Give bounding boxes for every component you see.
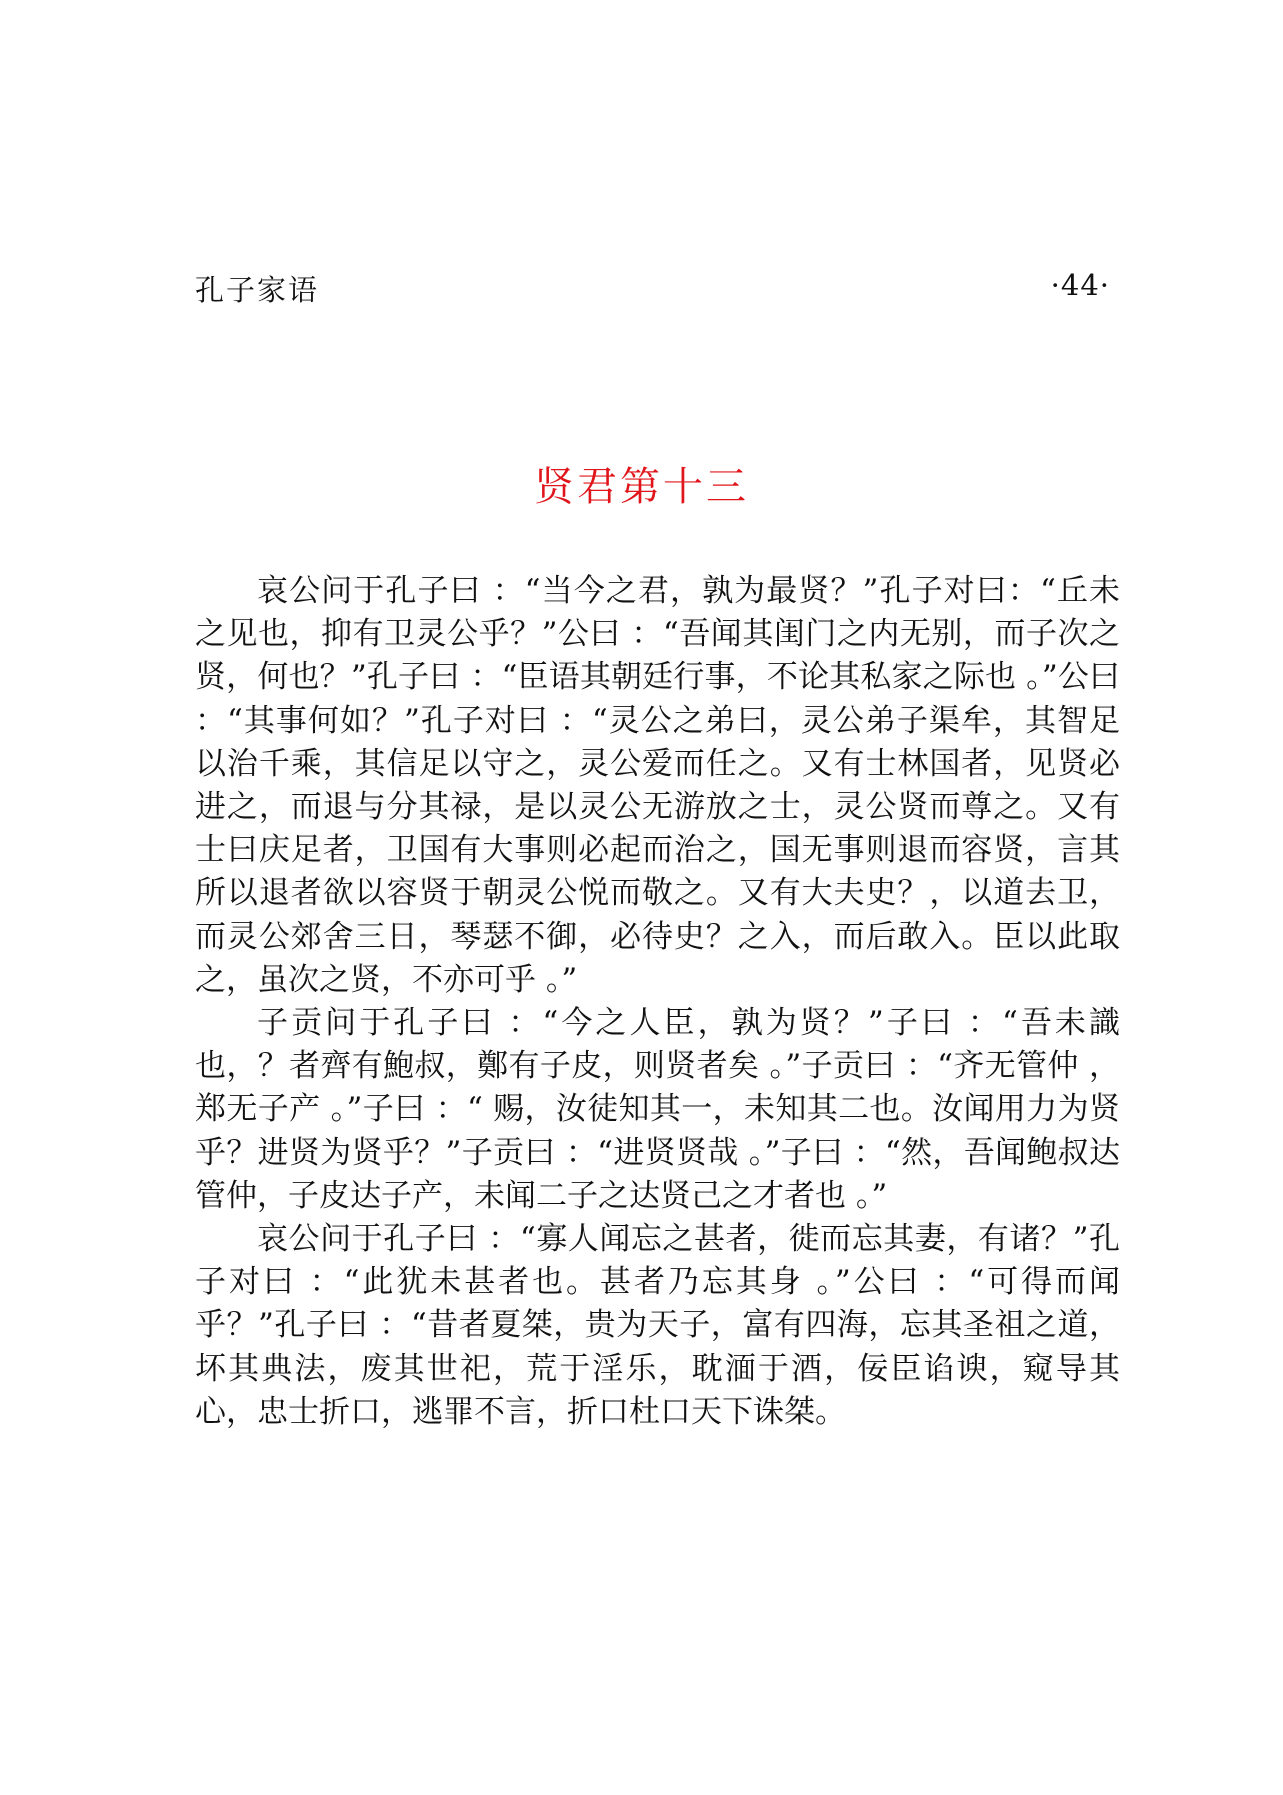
body-text xyxy=(195,570,1120,1434)
chapter-title: 贤君第十三 xyxy=(534,464,749,510)
paragraph: 哀公问于孔子曰 ：“寡人闻忘之甚者，徙而忘其妻，有诸？”孔子对曰 ：“此犹未甚者也。甚者乃忘其身 。”公曰 ：“可得而闻乎？”孔子曰 ：“昔者夏桀，贵为天子，富有四海，忘其圣祖之道，坏其典法，废其世祀，荒于淫乐，耽湎于酒，佞臣谄谀，窥导其心，忠士折口，逃罪不言，折口杜口天下诛桀。 xyxy=(195,1221,1120,1430)
paragraph: 子贡问于孔子曰 ：“今之人臣，孰为贤？”子曰 ：“吾未識也，？者齊有鮑叔，鄭有子皮，则贤者矣 。”子贡曰 ：“齐无管仲 ，郑无子产 。”子曰 ：“ 赐，汝徒知其一，未知其二也。汝闻用力为贤乎？进贤为贤乎？”子贡曰 ：“进贤贤哉 。”子曰 ：“然，吾闻鲍叔达管仲，子皮达子产，未闻二子之达贤己之才者也 。” xyxy=(195,1005,1121,1214)
paragraph: 哀公问于孔子曰 ：“当今之君，孰为最贤？”孔子对曰：“丘未之见也，抑有卫灵公乎？”公曰 ：“吾闻其闺门之内无别，而子次之贤，何也？”孔子曰 ：“臣语其朝廷行事，不论其私家之际也 。”公曰 ：“其事何如？”孔子对曰 ：“灵公之弟曰，灵公弟子渠牟，其智足以治千乘，其信足以守之，灵公爱而任之。又有士林国者，见贤必进之，而退与分其禄，是以灵公无游放之士，灵公贤而尊之。又有士曰庆足者，卫国有大事则必起而治之，国无事则退而容贤，言其所以退者欲以容贤于朝灵公悦而敬之。又有大夫史？，以道去卫，而灵公郊舍三日，琴瑟不御，必待史？之入，而后敢入。臣以此取之，虽次之贤，不亦可乎 。” xyxy=(195,573,1120,998)
book-title: 孔子家语 xyxy=(195,273,320,307)
running-header xyxy=(195,268,1110,308)
page-number: ·44· xyxy=(1050,268,1110,302)
